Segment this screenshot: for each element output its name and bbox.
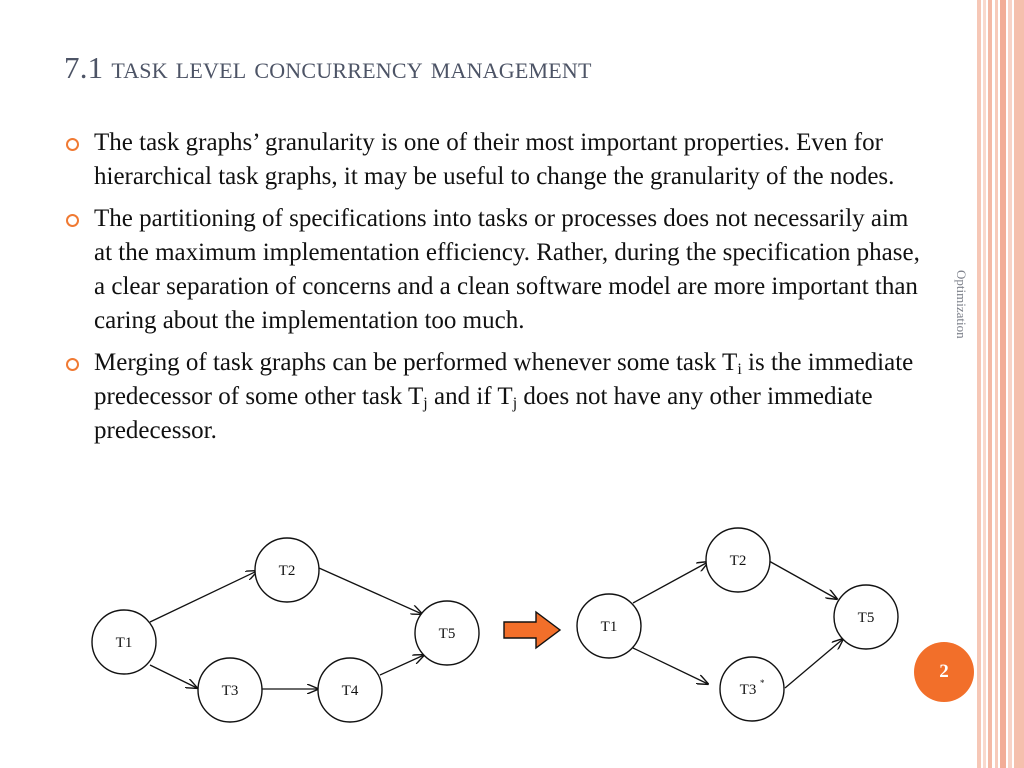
before-node-t4 bbox=[318, 658, 382, 722]
edge-t2-t5 bbox=[769, 561, 837, 599]
after-node-t2 bbox=[706, 528, 770, 592]
after-node-t1 bbox=[577, 594, 641, 658]
node-label: T1 bbox=[115, 635, 133, 651]
bullet-text: The partitioning of specifications into tasks or processes does not necessarily aim at the maximum implementation efficiency. Rather, during the specification phase, a clear separation of concerns and a clean software model are more important than caring about the implementation too much. bbox=[94, 205, 920, 334]
edge-t4-t5 bbox=[380, 655, 424, 675]
node-label: T1 bbox=[600, 619, 618, 635]
title-text: task level concurrency management bbox=[111, 50, 592, 85]
node-label: T2 bbox=[729, 553, 747, 569]
after-node-t3-merged bbox=[720, 657, 784, 721]
node-label: T2 bbox=[278, 563, 296, 579]
edge-t1-t2 bbox=[150, 571, 257, 622]
edge-t1-t3star bbox=[633, 648, 708, 684]
bullet-text: The task graphs’ granularity is one of their most important properties. Even for hierarchical task graphs, it may be useful to change the granularity of the nodes. bbox=[94, 129, 895, 190]
subscript: j bbox=[512, 395, 518, 412]
before-node-t2 bbox=[255, 538, 319, 602]
node-label: T3 bbox=[221, 683, 239, 699]
bullet-text-part: is the immediate predecessor of some other task T bbox=[94, 349, 914, 410]
after-node-t5 bbox=[834, 585, 898, 649]
node-label-superscript: * bbox=[760, 678, 765, 688]
node-label: T5 bbox=[438, 626, 456, 642]
transform-arrow-icon bbox=[504, 612, 560, 648]
before-node-t3 bbox=[198, 658, 262, 722]
node-label: T5 bbox=[857, 610, 875, 626]
node-label: T4 bbox=[341, 683, 359, 699]
subscript: j bbox=[423, 395, 428, 412]
page-number-badge: 2 bbox=[914, 642, 974, 702]
title-number: 7.1 bbox=[64, 50, 104, 85]
bullet-text-part: Merging of task graphs can be performed whenever some task T bbox=[94, 349, 738, 376]
before-node-t5 bbox=[415, 601, 479, 665]
node-label: T3 bbox=[739, 682, 757, 698]
before-node-t1 bbox=[92, 610, 156, 674]
edge-t3star-t5 bbox=[785, 639, 843, 688]
subscript: i bbox=[737, 361, 742, 378]
edge-t1-t2 bbox=[633, 562, 708, 603]
bullet-text-part: does not have any other immediate predecessor. bbox=[94, 383, 873, 444]
edge-t1-t3 bbox=[150, 665, 197, 688]
edge-t2-t5 bbox=[319, 568, 422, 614]
bullet-text-part: and if T bbox=[427, 383, 513, 410]
side-label: Optimization bbox=[954, 270, 969, 339]
